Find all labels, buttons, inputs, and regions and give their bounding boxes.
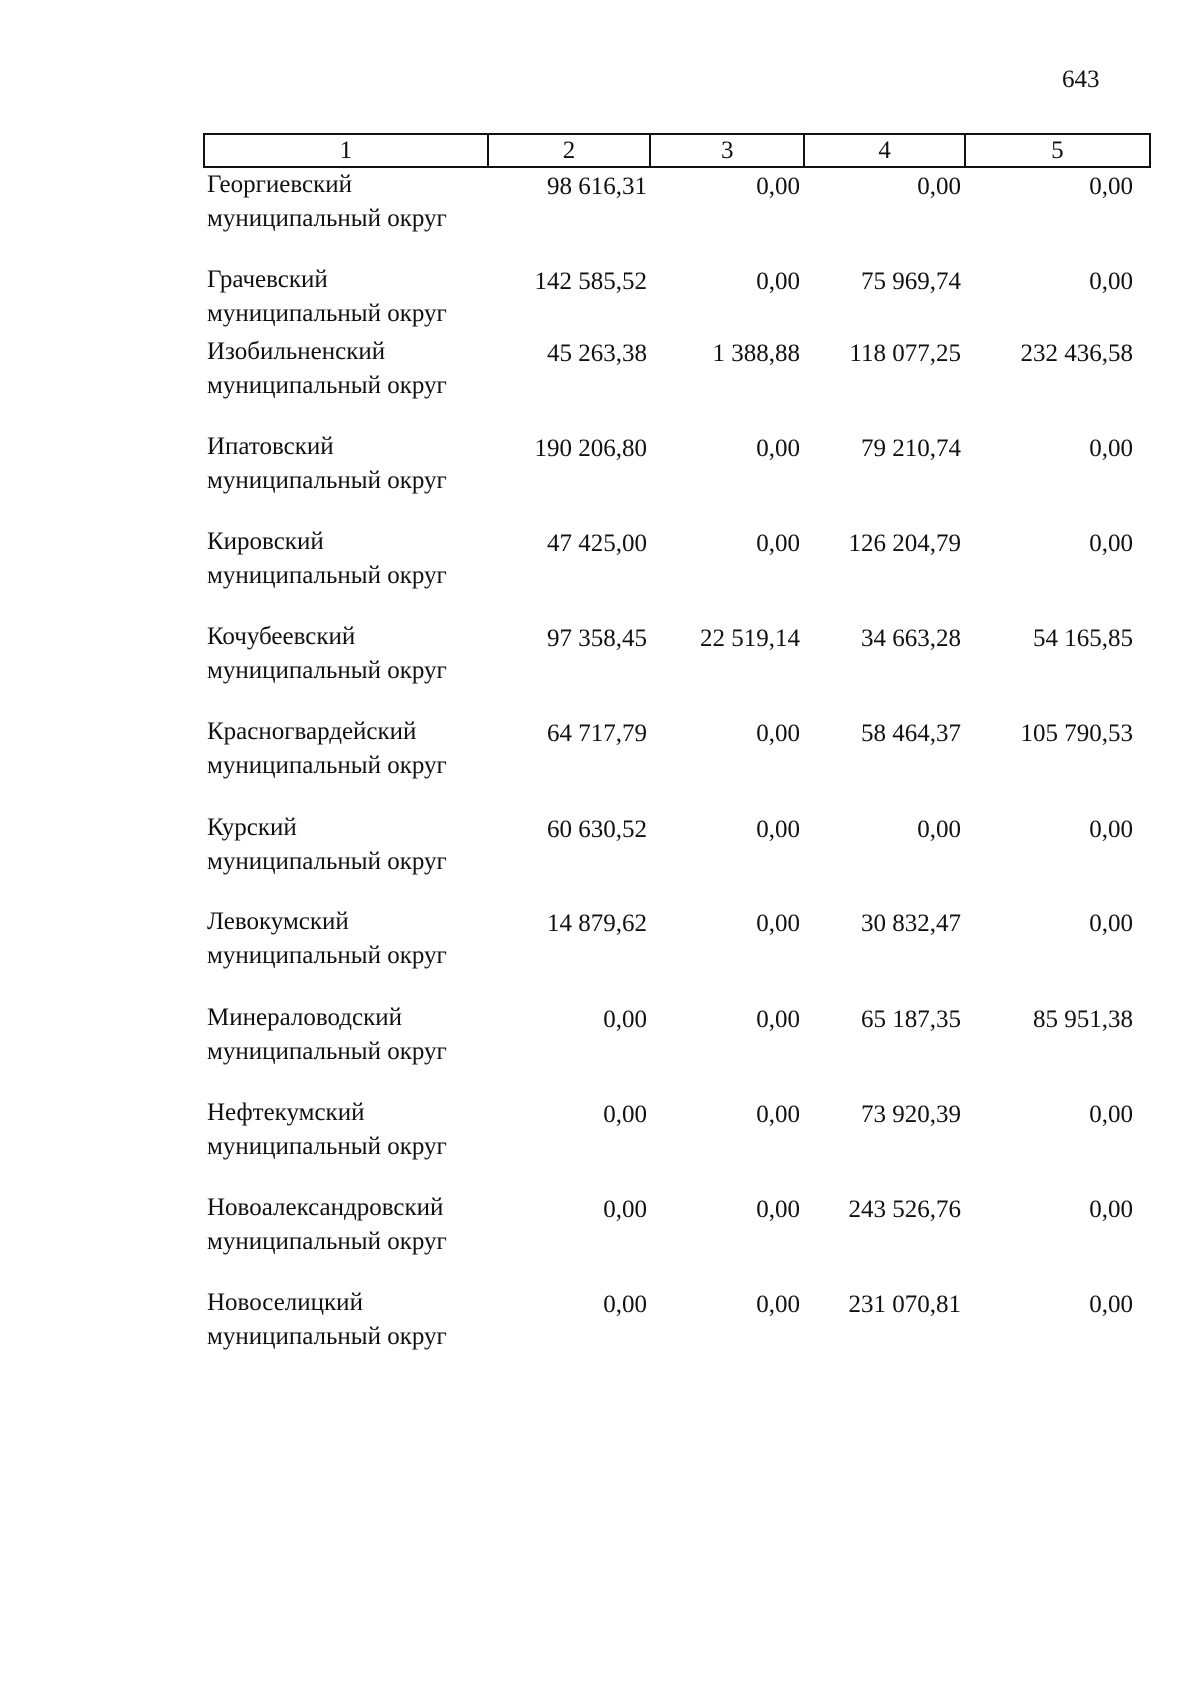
district-name: Изобильненский: [207, 338, 386, 365]
table-body: [203, 168, 1151, 1381]
district-name: Кочубеевский: [207, 623, 356, 650]
page-number: 643: [1062, 66, 1100, 93]
column-header-3: 3: [649, 135, 803, 166]
district-name-cell: [203, 263, 486, 335]
table-row: [203, 1286, 1151, 1381]
district-type: муниципальный округ: [207, 1038, 447, 1065]
table-row: [203, 905, 1151, 1001]
table-row: [203, 620, 1151, 715]
value-cell-c3: 0,00: [756, 1101, 800, 1128]
district-type: муниципальный округ: [207, 942, 447, 969]
district-type: муниципальный округ: [207, 300, 447, 327]
district-type: муниципальный округ: [207, 467, 447, 494]
district-type: муниципальный округ: [207, 752, 447, 779]
district-name-cell: [203, 1001, 486, 1096]
value-cell-c4: 79 210,74: [861, 435, 961, 462]
value-cell-c3: 0,00: [756, 816, 800, 843]
district-name-cell: [203, 1286, 486, 1381]
value-cell-c2: 0,00: [603, 1196, 647, 1223]
value-cell-c2: 47 425,00: [547, 530, 647, 557]
value-cell-c2: 190 206,80: [534, 435, 647, 462]
district-name-cell: [203, 620, 486, 715]
value-cell-c5: 0,00: [1089, 268, 1133, 295]
value-cell-c4: 118 077,25: [849, 340, 961, 367]
value-cell-c5: 54 165,85: [1033, 625, 1133, 652]
district-type: муниципальный округ: [207, 1133, 447, 1160]
value-cell-c3: 0,00: [756, 1291, 800, 1318]
value-cell-c2: 14 879,62: [547, 910, 647, 937]
value-cell-c3: 1 388,88: [712, 340, 800, 367]
value-cell-c3: 0,00: [756, 173, 800, 200]
district-type: муниципальный округ: [207, 562, 447, 589]
table-header-row: [203, 133, 1151, 168]
value-cell-c2: 64 717,79: [547, 720, 647, 747]
district-name-cell: [203, 715, 486, 811]
value-cell-c2: 142 585,52: [534, 268, 647, 295]
value-cell-c4: 0,00: [917, 173, 961, 200]
column-header-5: 5: [964, 135, 1149, 166]
district-type: муниципальный округ: [207, 657, 447, 684]
value-cell-c2: 0,00: [603, 1006, 647, 1033]
value-cell-c4: 126 204,79: [848, 530, 961, 557]
district-name-cell: [203, 905, 486, 1001]
value-cell-c3: 0,00: [756, 530, 800, 557]
value-cell-c5: 0,00: [1089, 530, 1133, 557]
value-cell-c4: 34 663,28: [861, 625, 961, 652]
district-name-cell: [203, 1096, 486, 1191]
district-name: Новоалександровский: [207, 1194, 444, 1221]
value-cell-c5: 0,00: [1089, 435, 1133, 462]
value-cell-c5: 85 951,38: [1033, 1006, 1133, 1033]
value-cell-c5: 0,00: [1089, 173, 1133, 200]
value-cell-c3: 22 519,14: [700, 625, 800, 652]
value-cell-c5: 0,00: [1089, 910, 1133, 937]
value-cell-c4: 75 969,74: [861, 268, 961, 295]
district-name-cell: [203, 430, 486, 525]
value-cell-c4: 231 070,81: [848, 1291, 961, 1318]
district-name: Грачевский: [207, 266, 328, 293]
district-name: Курский: [207, 814, 297, 841]
data-table: [203, 133, 1151, 1381]
value-cell-c3: 0,00: [756, 910, 800, 937]
value-cell-c4: 30 832,47: [861, 910, 961, 937]
table-row: [203, 430, 1151, 525]
value-cell-c5: 0,00: [1089, 1196, 1133, 1223]
district-name: Новоселицкий: [207, 1289, 363, 1316]
value-cell-c3: 0,00: [756, 1196, 800, 1223]
column-header-4: 4: [803, 135, 963, 166]
value-cell-c4: 58 464,37: [861, 720, 961, 747]
value-cell-c2: 60 630,52: [547, 816, 647, 843]
district-name-cell: [203, 811, 486, 905]
table-row: [203, 168, 1151, 263]
value-cell-c5: 0,00: [1089, 816, 1133, 843]
district-name: Георгиевский: [207, 171, 353, 198]
table-row: [203, 263, 1151, 335]
district-name-cell: [203, 335, 486, 430]
district-type: муниципальный округ: [207, 372, 447, 399]
value-cell-c4: 73 920,39: [861, 1101, 961, 1128]
value-cell-c5: 0,00: [1089, 1101, 1133, 1128]
district-type: муниципальный округ: [207, 205, 447, 232]
district-name: Левокумский: [207, 908, 349, 935]
table-row: [203, 811, 1151, 905]
value-cell-c5: 105 790,53: [1020, 720, 1133, 747]
district-name: Ипатовский: [207, 433, 334, 460]
value-cell-c2: 45 263,38: [547, 340, 647, 367]
district-name-cell: [203, 1191, 486, 1286]
district-type: муниципальный округ: [207, 848, 447, 875]
value-cell-c5: 0,00: [1089, 1291, 1133, 1318]
district-name: Кировский: [207, 528, 324, 555]
district-type: муниципальный округ: [207, 1323, 447, 1350]
value-cell-c4: 65 187,35: [861, 1006, 961, 1033]
value-cell-c2: 98 616,31: [547, 173, 647, 200]
value-cell-c4: 243 526,76: [848, 1196, 961, 1223]
district-name: Минераловодский: [207, 1004, 403, 1031]
district-name-cell: [203, 168, 486, 263]
table-row: [203, 1001, 1151, 1096]
table-row: [203, 335, 1151, 430]
table-row: [203, 1191, 1151, 1286]
value-cell-c3: 0,00: [756, 435, 800, 462]
district-type: муниципальный округ: [207, 1228, 447, 1255]
column-header-2: 2: [487, 135, 649, 166]
district-name-cell: [203, 525, 486, 620]
district-name: Нефтекумский: [207, 1099, 365, 1126]
value-cell-c3: 0,00: [756, 720, 800, 747]
table-row: [203, 1096, 1151, 1191]
value-cell-c3: 0,00: [756, 1006, 800, 1033]
value-cell-c2: 0,00: [603, 1101, 647, 1128]
value-cell-c2: 0,00: [603, 1291, 647, 1318]
value-cell-c3: 0,00: [756, 268, 800, 295]
district-name: Красногвардейский: [207, 718, 417, 745]
table-row: [203, 525, 1151, 620]
table-row: [203, 715, 1151, 811]
value-cell-c5: 232 436,58: [1020, 340, 1133, 367]
value-cell-c2: 97 358,45: [547, 625, 647, 652]
value-cell-c4: 0,00: [917, 816, 961, 843]
column-header-1: 1: [339, 136, 353, 164]
